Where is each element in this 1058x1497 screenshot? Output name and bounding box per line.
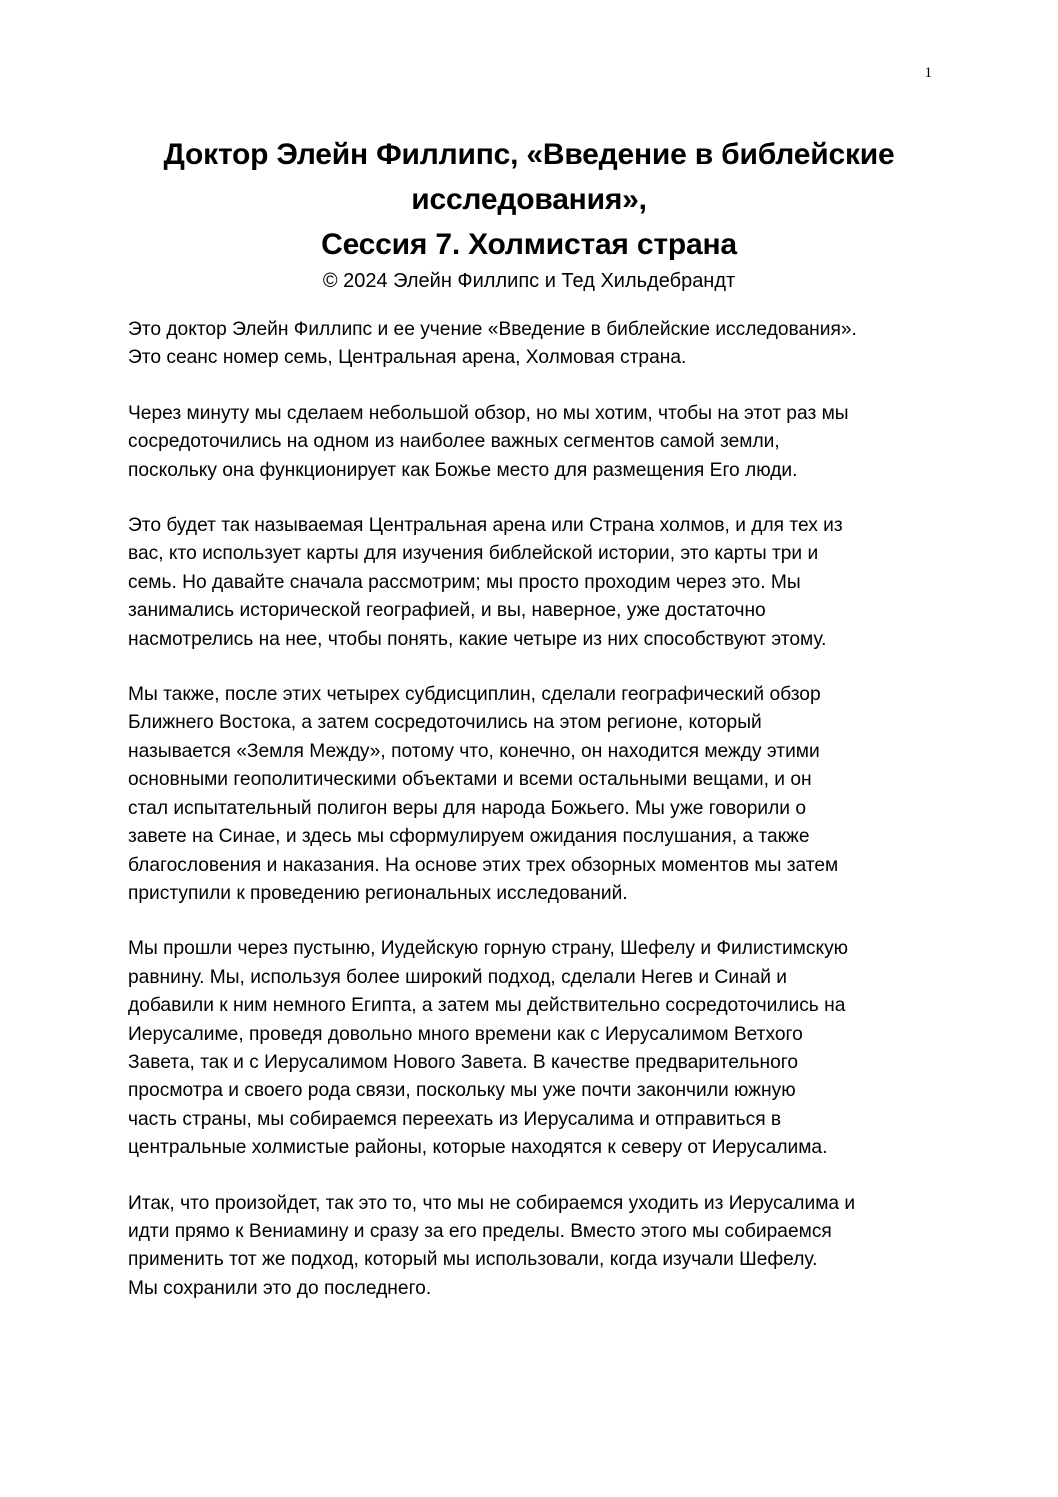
text-line: Мы сохранили это до последнего. — [128, 1277, 432, 1299]
text-line: часть страны, мы собираемся переехать из Иерусалима и отправиться в — [128, 1108, 782, 1130]
text-line: Через минуту мы сделаем небольшой обзор, но мы хотим, чтобы на этот раз мы — [128, 402, 849, 424]
text-line: стал испытательный полигон веры для народа Божьего. Мы уже говорили о — [128, 797, 806, 819]
text-line: называется «Земля Между», потому что, конечно, он находится между этими — [128, 740, 820, 762]
paragraph-6 — [128, 1190, 943, 1304]
text-line: занимались исторической географией, и вы, наверное, уже достаточно — [128, 600, 766, 622]
paragraph-5 — [128, 935, 943, 1162]
text-line: идти прямо к Вениамину и сразу за его пределы. Вместо этого мы собираемся — [128, 1220, 832, 1242]
text-line: Это будет так называемая Центральная арена или Страна холмов, и для тех из — [128, 515, 843, 537]
document-header — [0, 132, 1058, 294]
text-line: просмотра и своего рода связи, поскольку мы уже почти закончили южную — [128, 1080, 796, 1102]
text-line: Это сеанс номер семь, Центральная арена, Холмовая страна. — [128, 347, 687, 369]
text-line: добавили к ним немного Египта, а затем мы действительно сосредоточились на — [128, 995, 846, 1017]
page-number: 1 — [924, 65, 932, 81]
paragraph-2 — [128, 400, 943, 485]
paragraph-4 — [128, 681, 943, 908]
text-line: поскольку она функционирует как Божье место для размещения Его люди. — [128, 459, 798, 481]
paragraph-3 — [128, 512, 943, 654]
text-line: Итак, что произойдет, так это то, что мы не собираемся уходить из Иерусалима и — [128, 1192, 856, 1214]
text-line: вас, кто использует карты для изучения библейской истории, это карты три и — [128, 543, 819, 565]
text-line: Мы прошли через пустыню, Иудейскую горную страну, Шефелу и Филистимскую — [128, 938, 849, 960]
text-line: сосредоточились на одном из наиболее важных сегментов самой земли, — [128, 431, 780, 453]
text-line: равнину. Мы, используя более широкий подход, сделали Негев и Синай и — [128, 966, 787, 988]
text-line: центральные холмистые районы, которые находятся к северу от Иерусалима. — [128, 1137, 828, 1159]
text-line: Завета, так и с Иерусалимом Нового Завета. В качестве предварительного — [128, 1051, 798, 1073]
title-line-2: исследования», — [411, 183, 647, 216]
text-line: основными геополитическими объектами и всеми остальными вещами, и он — [128, 769, 812, 791]
text-line: семь. Но давайте сначала рассмотрим; мы просто проходим через это. Мы — [128, 571, 801, 593]
text-line: Ближнего Востока, а затем сосредоточились на этом регионе, который — [128, 712, 762, 734]
text-line: насмотрелись на нее, чтобы понять, какие четыре из них способствуют этому. — [128, 628, 827, 650]
copyright-line: © 2024 Элейн Филлипс и Тед Хильдебрандт — [322, 270, 736, 292]
title-line-3: Сессия 7. Холмистая страна — [321, 228, 737, 261]
text-line: приступили к проведению региональных исследований. — [128, 882, 628, 904]
title-line-1: Доктор Элейн Филлипс, «Введение в библейские — [163, 138, 895, 171]
text-line: Иерусалиме, проведя довольно много времени как с Иерусалимом Ветхого — [128, 1023, 803, 1045]
text-line: завете на Синае, и здесь мы сформулируем ожидания послушания, а также — [128, 826, 810, 848]
text-line: применить тот же подход, который мы использовали, когда изучали Шефелу. — [128, 1249, 818, 1271]
paragraph-1 — [128, 316, 943, 373]
text-line: благословения и наказания. На основе этих трех обзорных моментов мы затем — [128, 854, 839, 876]
text-line: Мы также, после этих четырех субдисциплин, сделали географический обзор — [128, 684, 821, 706]
text-line: Это доктор Элейн Филлипс и ее учение «Введение в библейские исследования». — [128, 319, 857, 340]
document-body — [128, 316, 943, 1330]
